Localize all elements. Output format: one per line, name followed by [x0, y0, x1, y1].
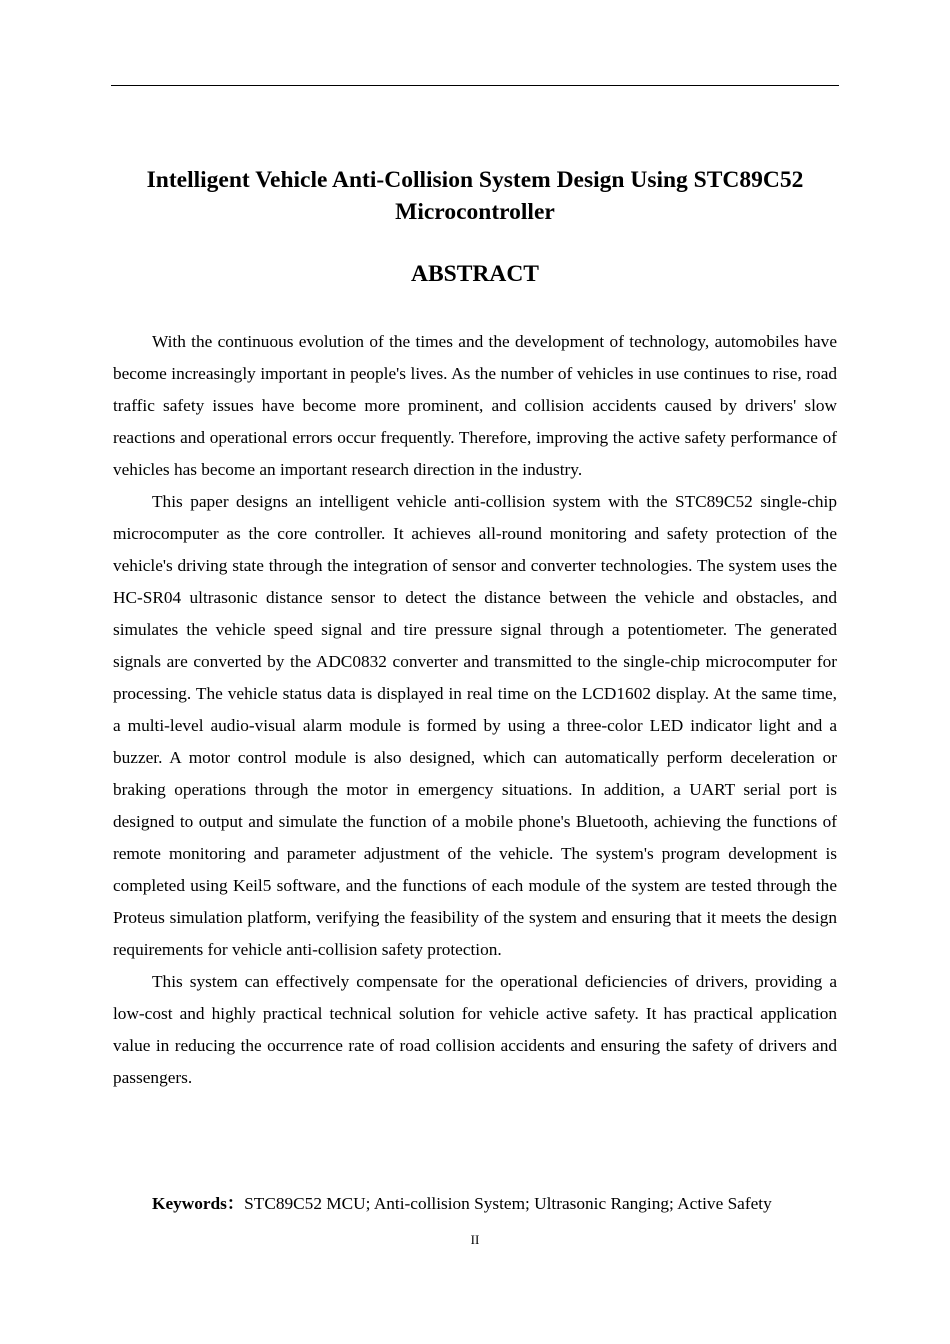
paper-title-line-2: Microcontroller	[395, 199, 555, 225]
abstract-paragraph-2: This paper designs an intelligent vehicle anti-collision system with the STC89C52 single-chip microcomputer as the core controller. It achieves all-round monitoring and safety protection of the vehicle's driving state through the integration of sensor and converter technologies. The system uses the HC-SR04 ultrasonic distance sensor to detect the distance between the vehicle and obstacles, and simulates the vehicle speed signal and tire pressure signal through a potentiometer. The generated signals are converted by the ADC0832 converter and transmitted to the single-chip microcomputer for processing. The vehicle status data is displayed in real time on the LCD1602 display. At the same time, a multi-level audio-visual alarm module is formed by using a three-color LED indicator light and a buzzer. A motor control module is also designed, which can automatically perform deceleration or braking operations through the motor in emergency situations. In addition, a UART serial port is designed to output and simulate the function of a mobile phone's Bluetooth, achieving the functions of remote monitoring and parameter adjustment of the vehicle. The system's program development is completed using Keil5 software, and the functions of each module of the system are tested through the Proteus simulation platform, verifying the feasibility of the system and ensuring that it meets the design requirements for vehicle anti-collision safety protection.	[113, 492, 837, 959]
abstract-paragraph-3: This system can effectively compensate for the operational deficiencies of drivers, providing a low-cost and highly practical technical solution for vehicle active safety. It has practical application value in reducing the occurrence rate of road collision accidents and ensuring the safety of drivers and passengers.	[113, 972, 837, 1087]
keywords-text: STC89C52 MCU; Anti-collision System; Ultrasonic Ranging; Active Safety	[244, 1194, 772, 1213]
paper-title-line-1: Intelligent Vehicle Anti-Collision System Design Using STC89C52	[146, 167, 804, 193]
page-number: II	[470, 1232, 480, 1247]
paper-title	[100, 164, 850, 228]
abstract-heading: ABSTRACT	[411, 261, 539, 287]
abstract-paragraph-1: With the continuous evolution of the times and the development of technology, automobiles have become increasingly important in people's lives. As the number of vehicles in use continues to rise, road traffic safety issues have become more prominent, and collision accidents caused by drivers' slow reactions and operational errors occur frequently. Therefore, improving the active safety performance of vehicles has become an important research direction in the industry.	[113, 332, 837, 479]
header-rule	[111, 85, 839, 86]
keywords-label: Keywords：	[152, 1194, 245, 1213]
keywords-line	[113, 1188, 837, 1220]
abstract-body	[113, 326, 837, 1094]
